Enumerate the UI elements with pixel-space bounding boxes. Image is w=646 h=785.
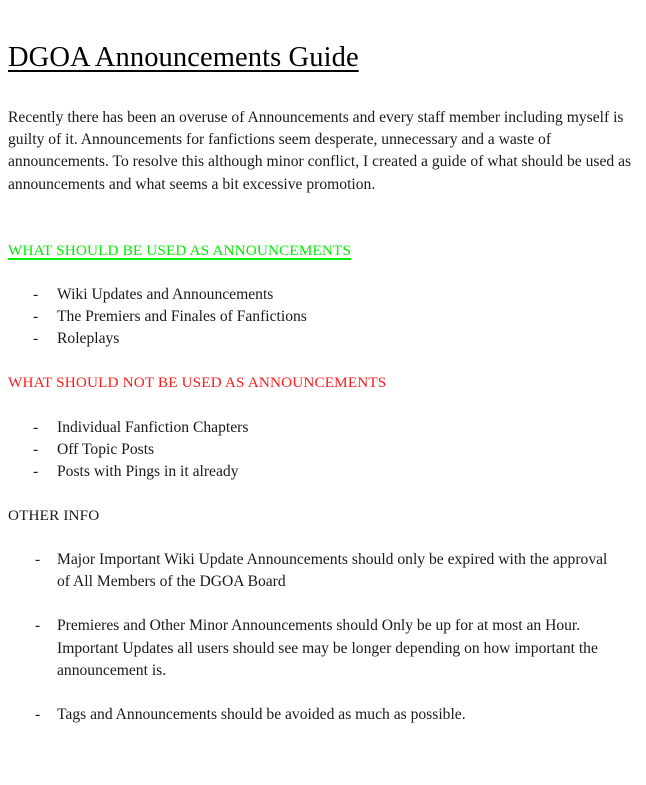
dash-bullet-icon: - bbox=[33, 286, 39, 303]
list-item bbox=[0, 284, 620, 306]
list-item-label: Posts with Pings in it already bbox=[57, 462, 239, 480]
section-heading-should-be-used: WHAT SHOULD BE USED AS ANNOUNCEMENTS bbox=[8, 242, 352, 259]
page-title: DGOA Announcements Guide bbox=[8, 42, 359, 73]
list-item-label: Wiki Updates and Announcements bbox=[57, 286, 274, 303]
section-heading-other-info: OTHER INFO bbox=[8, 507, 100, 524]
list-item bbox=[0, 461, 620, 483]
list-other-info bbox=[0, 549, 632, 726]
list-item-label: Individual Fanfiction Chapters bbox=[57, 419, 249, 436]
list-item-label: The Premiers and Finales of Fanfictions bbox=[57, 307, 307, 325]
list-item bbox=[0, 439, 620, 461]
list-item-label: Roleplays bbox=[57, 329, 120, 347]
list-item-label: Major Important Wiki Update Announcements should only be expired with the approval of All Members of the DGOA Board bbox=[57, 551, 608, 591]
dash-bullet-icon: - bbox=[33, 419, 39, 436]
dash-bullet-icon: - bbox=[33, 462, 39, 480]
section-heading-should-not-be-used: WHAT SHOULD NOT BE USED AS ANNOUNCEMENTS bbox=[8, 374, 387, 391]
list-item bbox=[0, 549, 632, 593]
dash-bullet-icon: - bbox=[33, 329, 39, 347]
list-item-label: Premieres and Other Minor Announcements should Only be up for at most an Hour. Important Updates all users should see may be longer depending on how important the announcement is. bbox=[57, 617, 598, 679]
list-item bbox=[0, 306, 620, 328]
dash-bullet-icon: - bbox=[35, 706, 41, 724]
intro-paragraph: Recently there has been an overuse of Announcements and every staff member including myself is guilty of it. Announcements for fanfictions seem desperate, unnecessary and a waste of announcements. To resolve this although minor conflict, I created a guide of what should be used as announcements and what seems a bit excessive promotion. bbox=[8, 109, 632, 193]
dash-bullet-icon: - bbox=[35, 617, 41, 635]
dash-bullet-icon: - bbox=[33, 307, 39, 325]
list-item-label: Off Topic Posts bbox=[57, 440, 155, 458]
dash-bullet-icon: - bbox=[35, 551, 41, 568]
list-item bbox=[0, 328, 620, 350]
list-item bbox=[0, 417, 620, 439]
list-item-label: Tags and Announcements should be avoided as much as possible. bbox=[57, 706, 466, 724]
list-should-be-used bbox=[0, 284, 620, 349]
list-should-not-be-used bbox=[0, 417, 620, 482]
dash-bullet-icon: - bbox=[33, 440, 39, 458]
list-item bbox=[0, 615, 632, 682]
list-item bbox=[0, 704, 632, 726]
